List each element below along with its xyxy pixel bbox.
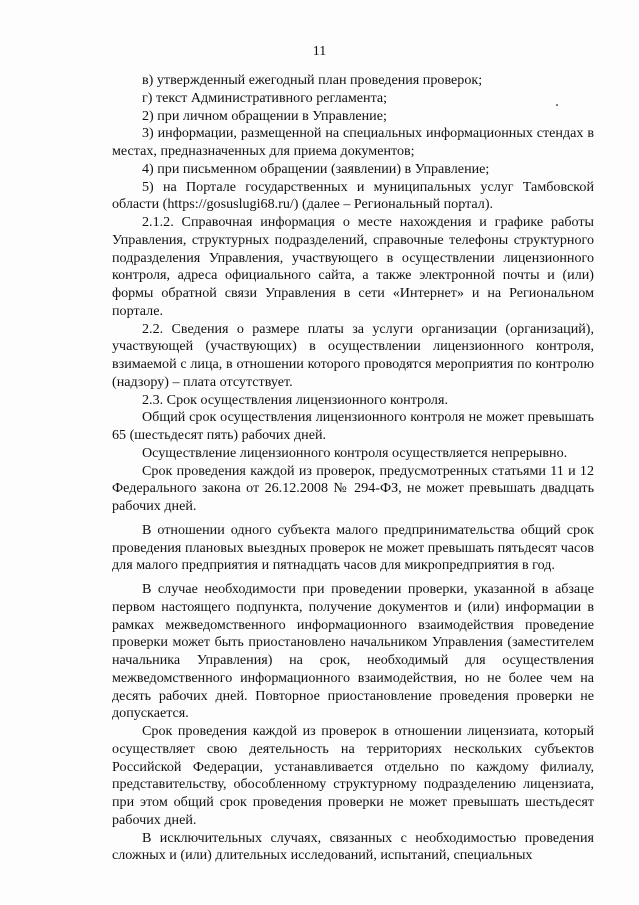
paragraph: 2.1.2. Справочная информация о месте нахождения и графике работы Управления, структурных подразделений, справочные телефоны структурного подразделения Управления, участвующего в осуществлении лицензионного контроля, адреса официального сайта, а также электронной почты и (или) формы обратной связи Управления в сети «Интернет» и на Региональном портале. — [112, 214, 594, 319]
paragraph: В отношении одного субъекта малого предпринимательства общий срок проведения плановых выездных проверок не может превышать пятьдесят часов для малого предприятия и пятнадцать часов для микропредприятия в год. — [112, 521, 594, 574]
page-number: 11 — [312, 44, 327, 59]
paragraph: 2) при личном обращении в Управление; — [142, 107, 387, 124]
paragraph: 3) информации, размещенной на специальных информационных стендах в местах, предназначенных для приема документов; — [112, 125, 594, 159]
paragraph: Срок проведения каждой из проверок в отношении лицензиата, который осуществляет свою деятельность на территориях нескольких субъектов Российской Федерации, устанавливается отдельно по каждому филиалу, представительству, обособленному структурному подразделению лицензиата, при этом общий срок проведения проверки не может превышать шестьдесят рабочих дней. — [112, 723, 594, 828]
paragraph: 5) на Портале государственных и муниципальных услуг Тамбовской области (https://gosuslugi68.ru/) (далее – Региональный портал). — [112, 178, 594, 213]
paragraph: Срок проведения каждой из проверок, предусмотренных статьями 11 и 12 Федерального закона от 26.12.2008 № 294-ФЗ, не может превышать двадцать рабочих дней. — [112, 462, 594, 514]
paragraph: г) текст Административного регламента; — [142, 89, 388, 106]
paragraph: Осуществление лицензионного контроля осуществляется непрерывно. — [142, 444, 568, 461]
paragraph: В исключительных случаях, связанных с необходимостью проведения сложных и (или) длительных исследований, испытаний, специальных — [112, 829, 594, 864]
paragraph: 2.3. Срок осуществления лицензионного контроля. — [142, 391, 448, 408]
document-body — [112, 72, 594, 865]
paragraph: в) утвержденный ежегодный план проведения проверок; — [142, 72, 483, 88]
paragraph: 2.2. Сведения о размере платы за услуги организации (организаций), участвующей (участвующих) в осуществлении лицензионного контроля, взимаемой с лица, в отношении которого проводятся мероприятия по контролю (надзору) – плата отсутствует. — [112, 320, 594, 390]
paragraph: В случае необходимости при проведении проверки, указанной в абзаце первом настоящего подпункта, получение документов и (или) информации в рамках межведомственного информационного взаимодействия проведение проверки может быть приостановлено начальником Управления (заместителем начальника Управления) на срок, необходимый для осуществления межведомственного информационного взаимодействия, но не более чем на десять рабочих дней. Повторное приостановление проведения проверки не допускается. — [112, 581, 594, 722]
paragraph: Общий срок осуществления лицензионного контроля не может превышать 65 (шестьдесят пять) рабочих дней. — [112, 409, 594, 443]
scan-speck — [556, 104, 558, 106]
paragraph: 4) при письменном обращении (заявлении) в Управление; — [142, 160, 490, 177]
